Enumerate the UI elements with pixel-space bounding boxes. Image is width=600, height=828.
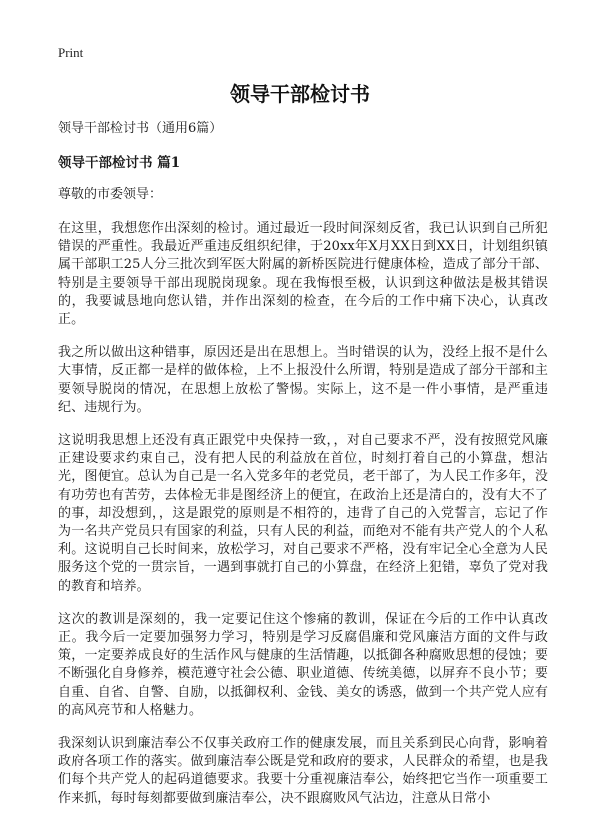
paragraph-2: 我之所以做出这种错事，原因还是出在思想上。当时错误的认为，没经上报不是什么大事情，反正都一是样的做体检，上不上报没什么所谓，特别是造成了部分干部和主要领导脱岗的情况，在思想上放松了警惕。实际上，这不是一件小事情，是严重违纪、违规行为。 xyxy=(58,345,548,415)
paragraph-1: 在这里，我想您作出深刻的检讨。通过最近一段时间深刻反省，我已认识到自己所犯错误的严重性。我最近严重违反组织纪律，于20xx年X月XX日到XX日，计划组织镇属干部职工25人分三批次到军医大附属的新桥医院进行健康体检，造成了部分干部、特别是主要领导干部出现脱岗现象。现在我悔恨至极，认识到这种做法是极其错误的，我要诚恳地向您认错，并作出深刻的检查，在今后的工作中痛下决心，认真改正。 xyxy=(58,221,548,328)
document-body xyxy=(58,120,548,823)
document-title: 领导干部检讨书 xyxy=(230,82,370,106)
document-subtitle: 领导干部检讨书（通用6篇） xyxy=(58,121,223,136)
salutation: 尊敬的市委领导： xyxy=(58,187,163,202)
paragraph-5: 我深刻认识到廉洁奉公不仅事关政府工作的健康发展，而且关系到民心向背，影响着政府各项工作的落实。做到廉洁奉公既是党和政府的要求，人民群众的希望，也是我们每个共产党人的起码道德要求。我要十分重视廉洁奉公，始终把它当作一项重要工作来抓，每时每刻都要做到廉洁奉公，决不跟腐败风气沾边，注意从日常小 xyxy=(58,736,548,806)
paragraph-4: 这次的教训是深刻的，我一定要记住这个惨痛的教训，保证在今后的工作中认真改正。我今后一定要加强努力学习，特别是学习反腐倡廉和党风廉洁方面的文件与政策，一定要养成良好的生活作风与健康的生活情趣，以抵御各种腐败思想的侵蚀；要不断强化自身修养，模范遵守社会公德、职业道德、传统美德，以屏弃不良小节；要自重、自省、自警、自励，以抵御权利、金钱、美女的诱惑，做到一个共产党人应有的高风亮节和人格魅力。 xyxy=(58,611,548,718)
paragraph-3: 这说明我思想上还没有真正跟党中央保持一致，，对自己要求不严，没有按照党风廉正建设要求约束自己，没有把人民的利益放在首位，时刻打着自己的小算盘，想沾光，图便宜。总认为自己是一名入党多年的老党员，老干部了，为人民工作多年，没有功劳也有苦劳，去体检无非是图经济上的便宜，在政治上还是清白的，没有大不了的事，却没想到，，这是跟党的原则是不相符的，违背了自己的入党誓言，忘记了作为一名共产党员只有国家的利益，只有人民的利益，而绝对不能有共产党人的个人私利。这说明自己长时间来，放松学习，对自己要求不严格，没有牢记全心全意为人民服务这个党的一贯宗旨，一遇到事就打自己的小算盘，在经济上犯错，辜负了党对我的教育和培养。 xyxy=(58,433,548,594)
section-heading: 领导干部检讨书 篇1 xyxy=(58,155,181,171)
print-link[interactable]: Print xyxy=(58,45,84,60)
